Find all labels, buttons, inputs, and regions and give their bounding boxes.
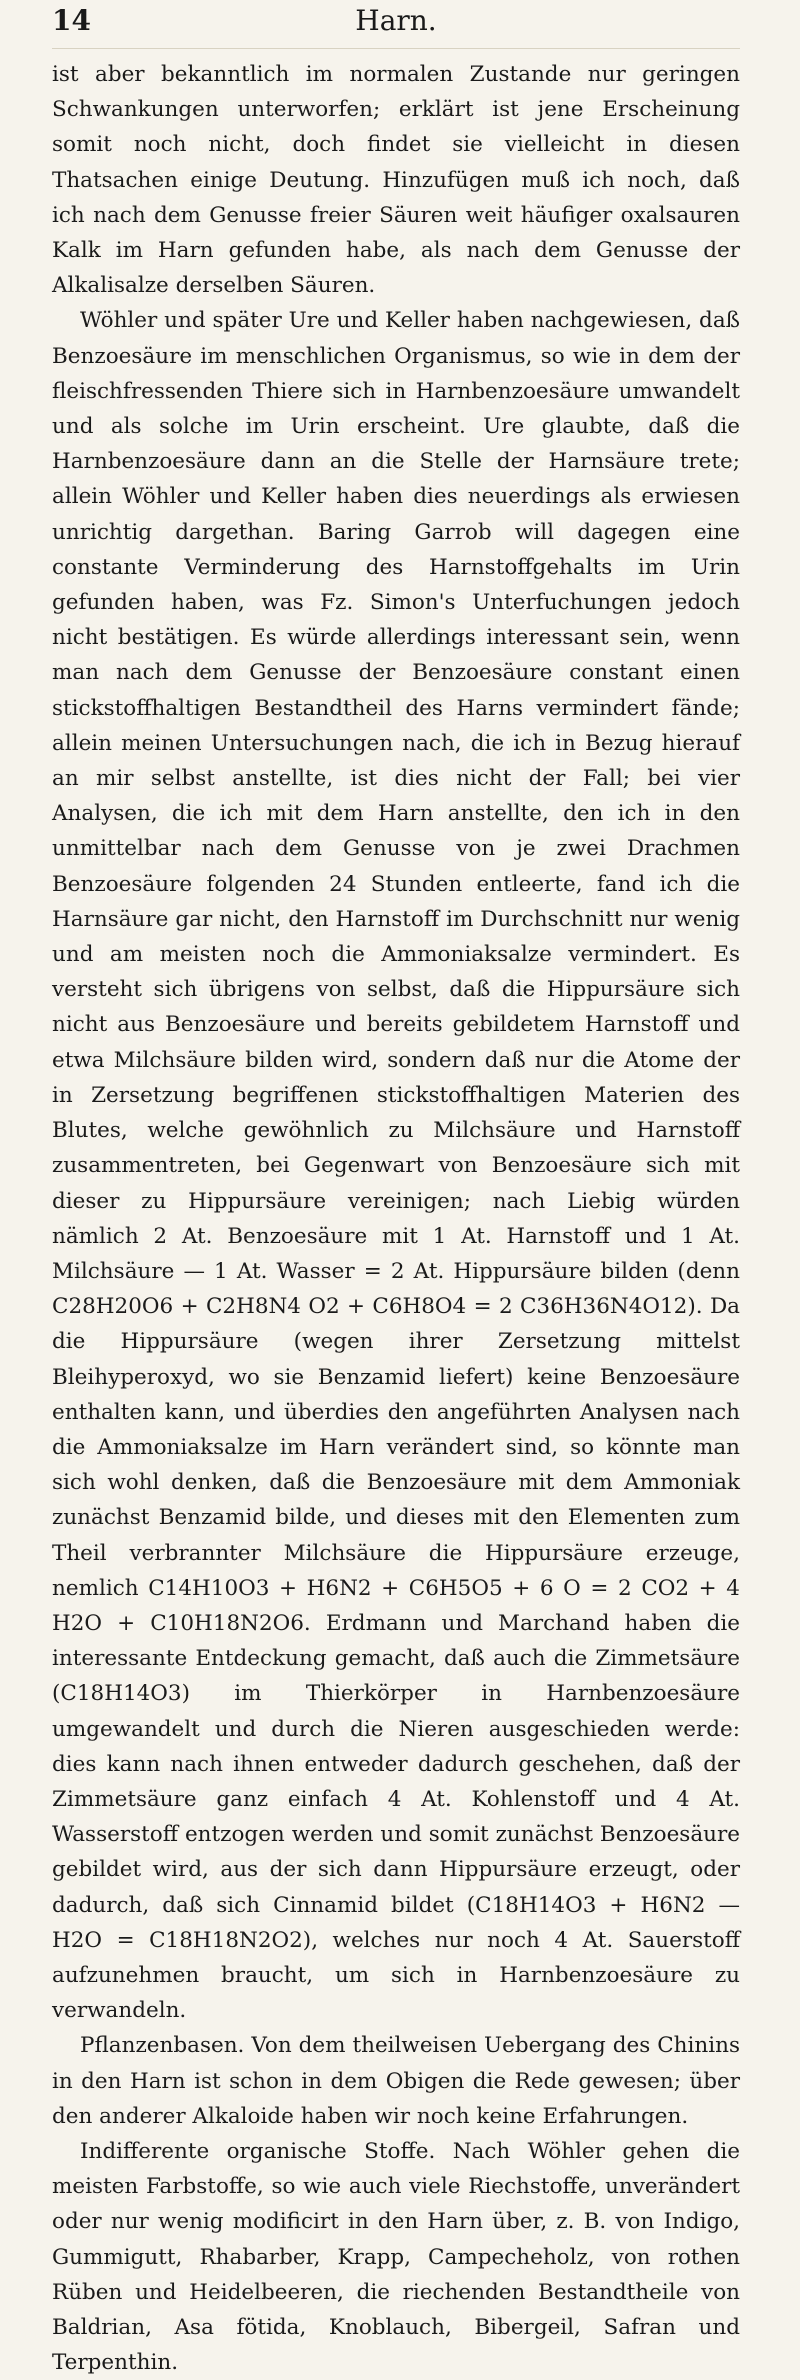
paragraph-plant-bases: Pflanzenbasen. Von dem theilweisen Uebergang des Chinins in den Harn ist schon in dem Obigen die Rede gewesen; über den anderer Alkaloide haben wir noch keine Erfahrungen. bbox=[52, 2033, 740, 2129]
running-head: Harn. bbox=[355, 4, 437, 37]
page-header bbox=[52, 0, 740, 49]
page-number: 14 bbox=[52, 4, 91, 37]
paragraph-benzoic-acid: Wöhler und später Ure und Keller haben nachgewiesen, daß Benzoesäure im menschlichen Organismus, so wie in dem der fleischfressenden Thiere sich in Harnbenzoesäure umwandelt und als solche im Urin erscheint. Ure glaubte, daß die Harnbenzoesäure dann an die Stelle der Harnsäure trete; allein Wöhler und Keller haben dies neuerdings als erwiesen unrichtig dargethan. Baring Garrob will dagegen eine constante Verminderung des Harnstoffgehalts im Urin gefunden haben, was Fz. Simon's Unterfuchungen jedoch nicht bestätigen. Es würde allerdings interessant sein, wenn man nach dem Genusse der Benzoesäure constant einen stickstoffhaltigen Bestandtheil des Harns vermindert fände; allein meinen Untersuchungen nach, die ich in Bezug hierauf an mir selbst anstellte, ist dies nicht der Fall; bei vier Analysen, die ich mit dem Harn anstellte, den ich in den unmittelbar nach dem Genusse von je zwei Drachmen Benzoesäure folgenden 24 Stunden entleerte, fand ich die Harnsäure gar nicht, den Harnstoff im Durchschnitt nur wenig und am meisten noch die Ammoniaksalze vermindert. Es versteht sich übrigens von selbst, daß die Hippursäure sich nicht aus Benzoesäure und bereits gebildetem Harnstoff und etwa Milchsäure bilden wird, sondern daß nur die Atome der in Zersetzung begriffenen stickstoffhaltigen Materien des Blutes, welche gewöhnlich zu Milchsäure und Harnstoff zusammentreten, bei Gegenwart von Benzoesäure sich mit dieser zu Hippursäure vereinigen; nach Liebig würden nämlich 2 At. Benzoesäure mit 1 At. Harnstoff und 1 At. Milchsäure — 1 At. Wasser = 2 At. Hippursäure bilden (denn C28H20O6 + C2H8N4 O2 + C6H8O4 = 2 C36H36N4O12). Da die Hippursäure (wegen ihrer Zersetzung mittelst Bleihyperoxyd, wo sie Benzamid liefert) keine Benzoesäure enthalten kann, und überdies den angeführten Analysen nach die Ammoniaksalze im Harn verändert sind, so könnte man sich wohl denken, daß die Benzoesäure mit dem Ammoniak zunächst Benzamid bilde, und dieses mit den Elementen zum Theil verbrannter Milchsäure die Hippursäure erzeuge, nemlich C14H10O3 + H6N2 + C6H5O5 + 6 O = 2 CO2 + 4 H2O + C10H18N2O6. Erdmann und Marchand haben die interessante Entdeckung gemacht, daß auch die Zimmetsäure (C18H14O3) im Thierkörper in Harnbenzoesäure umgewandelt und durch die Nieren ausgeschieden werde: dies kann nach ihnen entweder dadurch geschehen, daß der Zimmetsäure ganz einfach 4 At. Kohlenstoff und 4 At. Wasserstoff entzogen werden und somit zunächst Benzoesäure gebildet wird, aus der sich dann Hippursäure erzeugt, oder dadurch, daß sich Cinnamid bildet (C18H14O3 + H6N2 — H2O = C18H18N2O2), welches nur noch 4 At. Sauerstoff aufzunehmen braucht, um sich in Harnbenzoesäure zu verwandeln. bbox=[52, 308, 740, 2024]
page-body bbox=[52, 57, 740, 2380]
paragraph-indifferent-substances: Indifferente organische Stoffe. Nach Wöhler gehen die meisten Farbstoffe, so wie auch viele Riechstoffe, unverändert oder nur wenig modificirt in den Harn über, z. B. von Indigo, Gummigutt, Rhabarber, Krapp, Campecheholz, von rothen Rüben und Heidelbeeren, die riechenden Bestandtheile von Baldrian, Asa fötida, Knoblauch, Bibergeil, Safran und Terpenthin. bbox=[52, 2138, 740, 2376]
paragraph-continuation: ist aber bekanntlich im normalen Zustande nur geringen Schwankungen unterworfen; erklärt ist jene Erscheinung somit noch nicht, doch findet sie vielleicht in diesen Thatsachen einige Deutung. Hinzufügen muß ich noch, daß ich nach dem Genusse freier Säuren weit häufiger oxalsauren Kalk im Harn gefunden habe, als nach dem Genusse der Alkalisalze derselben Säuren. bbox=[52, 62, 740, 299]
